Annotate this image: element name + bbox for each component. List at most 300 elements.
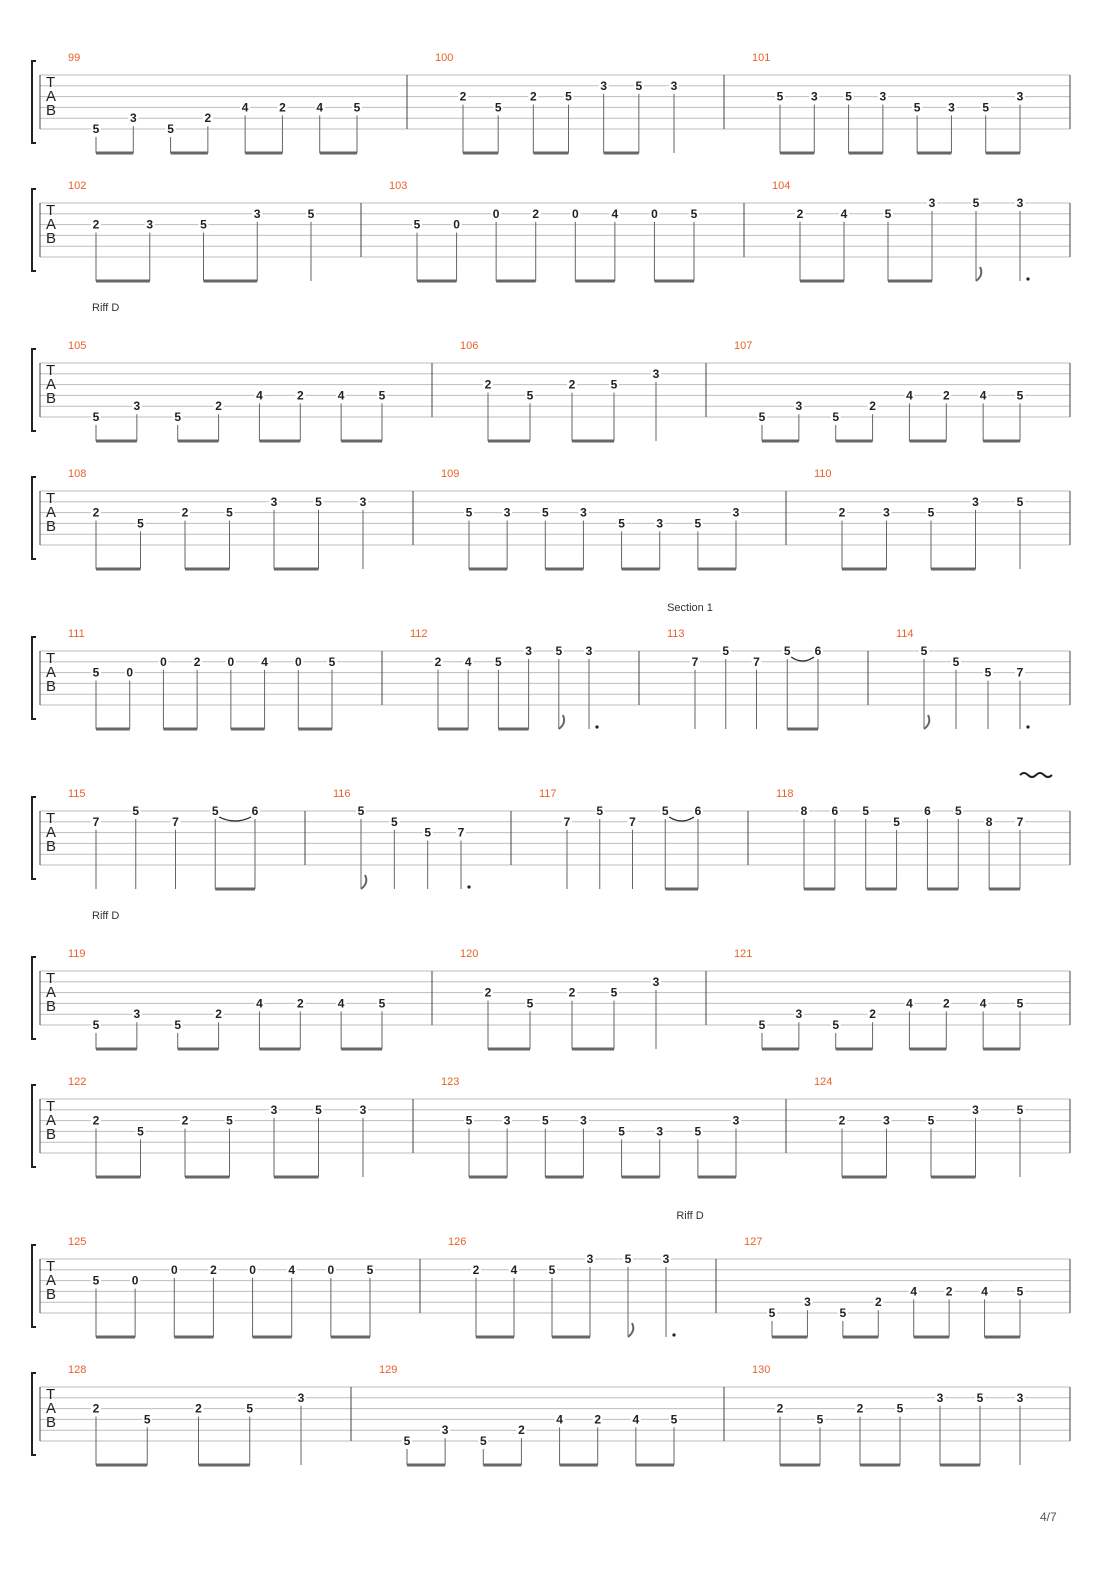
- tab-clef-letter: A: [46, 88, 57, 105]
- tab-clef-letter: A: [46, 216, 57, 233]
- fret-number: 5: [624, 1252, 632, 1266]
- measure-number: 106: [460, 340, 479, 352]
- fret-number: 2: [181, 505, 189, 520]
- fret-number: 5: [976, 1390, 984, 1405]
- fret-number: 2: [942, 388, 950, 403]
- system-bracket: [32, 1085, 36, 1167]
- fret-number: 2: [838, 1113, 846, 1128]
- fret-number: 0: [131, 1273, 139, 1288]
- tab-clef-letter: T: [46, 810, 56, 827]
- fret-number: 3: [732, 505, 740, 520]
- note-flag: [361, 875, 366, 889]
- fret-number: 3: [585, 644, 593, 658]
- fret-number: 2: [92, 1401, 100, 1416]
- dotted-note: [595, 725, 598, 728]
- fret-number: 2: [518, 1423, 525, 1438]
- tie: [669, 817, 694, 821]
- fret-number: 7: [457, 825, 465, 840]
- fret-number: 0: [492, 206, 500, 221]
- fret-number: 6: [694, 804, 702, 818]
- measure-number: 105: [68, 340, 87, 352]
- fret-number: 0: [160, 654, 167, 669]
- fret-number: 3: [732, 1113, 740, 1128]
- fret-number: 2: [484, 377, 492, 392]
- measure-number: 111: [68, 628, 85, 640]
- fret-number: 5: [565, 89, 572, 104]
- measure-number: 127: [744, 1236, 763, 1248]
- tab-clef-letter: B: [46, 998, 57, 1015]
- fret-number: 0: [571, 206, 579, 221]
- fret-number: 4: [979, 388, 987, 403]
- fret-number: 2: [296, 996, 304, 1011]
- dotted-note: [672, 1333, 675, 1336]
- fret-number: 4: [241, 100, 249, 115]
- fret-number: 4: [261, 654, 268, 669]
- system-bracket: [32, 957, 36, 1039]
- fret-number: 2: [195, 1401, 202, 1416]
- tab-clef-letter: B: [46, 1286, 57, 1303]
- fret-number: 5: [424, 825, 432, 840]
- fret-number: 5: [167, 122, 174, 136]
- fret-number: 5: [758, 410, 766, 424]
- fret-number: 5: [661, 804, 669, 818]
- fret-number: 5: [526, 388, 534, 403]
- measure-number: 99: [68, 52, 81, 64]
- fret-number: 3: [146, 217, 154, 232]
- fret-number: 5: [816, 1412, 824, 1427]
- measure-number: 118: [776, 788, 794, 800]
- fret-number: 5: [92, 410, 100, 424]
- fret-number: 5: [694, 1124, 702, 1139]
- fret-number: 4: [981, 1284, 988, 1299]
- note-flag: [628, 1323, 633, 1337]
- measure-number: 119: [68, 948, 86, 960]
- fret-number: 5: [315, 1102, 322, 1117]
- fret-number: 3: [253, 206, 261, 221]
- fret-number: 5: [307, 206, 315, 221]
- measure-number: 114: [896, 628, 914, 640]
- fret-number: 3: [972, 1102, 979, 1117]
- system-bracket: [32, 797, 36, 879]
- tab-clef-letter: T: [46, 1098, 56, 1115]
- fret-number: 3: [133, 399, 141, 414]
- fret-number: 5: [768, 1306, 776, 1320]
- fret-number: 2: [484, 985, 492, 1000]
- fret-number: 4: [906, 996, 913, 1011]
- fret-number: 3: [580, 1113, 587, 1128]
- fret-number: 5: [137, 516, 144, 531]
- tab-clef-letter: B: [46, 102, 57, 119]
- fret-number: 5: [952, 654, 960, 669]
- fret-number: 2: [874, 1295, 882, 1310]
- measure-number: 108: [68, 468, 87, 480]
- measure-number: 116: [333, 788, 351, 800]
- fret-number: 3: [270, 494, 278, 509]
- tab-clef-letter: A: [46, 824, 57, 841]
- measure-number: 115: [68, 788, 86, 800]
- tab-clef-letter: T: [46, 362, 56, 379]
- dotted-note: [1026, 277, 1029, 280]
- fret-number: 2: [204, 111, 212, 126]
- fret-number: 3: [652, 366, 660, 381]
- fret-number: 5: [143, 1412, 151, 1427]
- fret-number: 8: [985, 814, 993, 829]
- measure-number: 128: [68, 1364, 87, 1376]
- fret-number: 5: [832, 1018, 840, 1032]
- measure-number: 121: [734, 948, 753, 960]
- fret-number: 3: [936, 1390, 944, 1405]
- tie: [791, 657, 814, 661]
- fret-number: 7: [753, 654, 760, 669]
- fret-number: 5: [984, 665, 992, 680]
- fret-number: 2: [215, 1007, 222, 1022]
- fret-number: 3: [503, 505, 511, 520]
- fret-number: 5: [246, 1401, 254, 1416]
- fret-number: 5: [1016, 494, 1024, 509]
- fret-number: 4: [510, 1262, 518, 1277]
- fret-number: 3: [928, 196, 936, 210]
- tab-clef-letter: A: [46, 1400, 57, 1417]
- fret-number: 5: [353, 100, 361, 115]
- fret-number: 6: [831, 804, 839, 818]
- fret-number: 4: [464, 654, 472, 669]
- fret-number: 4: [337, 388, 345, 403]
- fret-number: 3: [656, 1124, 664, 1139]
- measure-number: 104: [772, 180, 791, 192]
- system-bracket: [32, 349, 36, 431]
- dotted-note: [467, 885, 470, 888]
- fret-number: 3: [883, 505, 890, 520]
- fret-number: 0: [327, 1262, 335, 1277]
- system-bracket: [32, 189, 36, 271]
- riff-label: Riff D: [92, 302, 120, 314]
- fret-number: 3: [662, 1252, 670, 1266]
- fret-number: 0: [249, 1262, 256, 1277]
- measure-number: 123: [441, 1076, 460, 1088]
- fret-number: 3: [652, 974, 660, 989]
- tie: [219, 817, 251, 821]
- fret-number: 5: [1016, 996, 1024, 1011]
- fret-number: 2: [568, 985, 576, 1000]
- tab-clef-letter: A: [46, 1112, 57, 1129]
- fret-number: 7: [691, 654, 699, 669]
- fret-number: 5: [526, 996, 534, 1011]
- fret-number: 7: [1016, 814, 1024, 829]
- fret-number: 3: [810, 89, 818, 104]
- fret-number: 4: [906, 388, 913, 403]
- fret-number: 5: [1016, 1284, 1024, 1299]
- tab-clef-letter: B: [46, 1414, 57, 1431]
- fret-number: 5: [832, 410, 840, 424]
- fret-number: 4: [632, 1412, 640, 1427]
- system-bracket: [32, 61, 36, 143]
- fret-number: 5: [174, 1018, 182, 1032]
- measure-number: 129: [379, 1364, 398, 1376]
- fret-number: 2: [945, 1284, 953, 1299]
- fret-number: 3: [883, 1113, 890, 1128]
- tab-clef-letter: A: [46, 984, 57, 1001]
- fret-number: 3: [297, 1390, 305, 1405]
- fret-number: 5: [494, 100, 502, 115]
- fret-number: 2: [869, 1007, 876, 1022]
- fret-number: 5: [465, 505, 473, 520]
- fret-number: 4: [979, 996, 987, 1011]
- tab-clef-letter: B: [46, 1126, 57, 1143]
- measure-number: 125: [68, 1236, 87, 1248]
- fret-number: 2: [193, 654, 201, 669]
- fret-number: 2: [594, 1412, 602, 1427]
- tab-clef-letter: A: [46, 1272, 57, 1289]
- measure-number: 100: [435, 52, 454, 64]
- fret-number: 5: [927, 1113, 935, 1128]
- fret-number: 3: [1016, 89, 1024, 104]
- fret-number: 5: [413, 217, 421, 232]
- fret-number: 3: [133, 1007, 141, 1022]
- fret-number: 5: [390, 814, 398, 829]
- measure-number: 109: [441, 468, 460, 480]
- fret-number: 0: [651, 206, 658, 221]
- tab-clef-letter: B: [46, 518, 57, 535]
- fret-number: 3: [795, 1007, 803, 1022]
- fret-number: 2: [796, 206, 804, 221]
- fret-number: 2: [215, 399, 222, 414]
- fret-number: 2: [869, 399, 876, 414]
- fret-number: 2: [942, 996, 950, 1011]
- fret-number: 2: [181, 1113, 189, 1128]
- fret-number: 0: [126, 665, 134, 680]
- fret-number: 3: [948, 100, 955, 115]
- fret-number: 5: [226, 1113, 233, 1128]
- fret-number: 4: [337, 996, 345, 1011]
- fret-number: 5: [722, 644, 730, 658]
- fret-number: 5: [845, 89, 852, 104]
- fret-number: 2: [92, 217, 100, 232]
- fret-number: 2: [92, 505, 100, 520]
- fret-number: 5: [366, 1262, 374, 1277]
- tab-clef-letter: B: [46, 678, 57, 695]
- fret-number: 5: [92, 665, 100, 680]
- fret-number: 2: [210, 1262, 217, 1277]
- fret-number: 5: [357, 804, 365, 818]
- fret-number: 3: [1016, 196, 1024, 210]
- fret-number: 5: [776, 89, 784, 104]
- fret-number: 5: [635, 78, 643, 93]
- measure-number: 130: [752, 1364, 771, 1376]
- fret-number: 4: [910, 1284, 918, 1299]
- fret-number: 5: [758, 1018, 766, 1032]
- tab-clef-letter: T: [46, 1258, 56, 1275]
- measure-number: 117: [539, 788, 557, 800]
- fret-number: 5: [226, 505, 233, 520]
- measure-number: 112: [410, 628, 428, 640]
- fret-number: 5: [378, 388, 386, 403]
- measure-number: 102: [68, 180, 87, 192]
- fret-number: 5: [1016, 388, 1024, 403]
- fret-number: 7: [563, 814, 571, 829]
- fret-number: 5: [495, 654, 502, 669]
- fret-number: 5: [610, 985, 618, 1000]
- fret-number: 5: [690, 206, 698, 221]
- tab-clef-letter: T: [46, 1386, 56, 1403]
- fret-number: 5: [884, 206, 892, 221]
- fret-number: 2: [472, 1262, 480, 1277]
- fret-number: 2: [856, 1401, 864, 1416]
- fret-number: 4: [316, 100, 324, 115]
- fret-number: 2: [529, 89, 537, 104]
- measure-number: 124: [814, 1076, 833, 1088]
- measure-number: 101: [752, 52, 771, 64]
- fret-number: 6: [251, 804, 259, 818]
- fret-number: 5: [92, 122, 100, 136]
- fret-number: 4: [256, 388, 263, 403]
- fret-number: 2: [838, 505, 846, 520]
- fret-number: 0: [294, 654, 302, 669]
- fret-number: 5: [211, 804, 219, 818]
- fret-number: 5: [465, 1113, 473, 1128]
- fret-number: 3: [586, 1252, 594, 1266]
- tab-clef-letter: T: [46, 490, 56, 507]
- fret-number: 3: [670, 78, 678, 93]
- page-number: 4/7: [1040, 1510, 1057, 1524]
- fret-number: 3: [656, 516, 664, 531]
- tab-clef-letter: A: [46, 504, 57, 521]
- tab-clef-letter: B: [46, 838, 57, 855]
- measure-number: 113: [667, 628, 685, 640]
- fret-number: 3: [879, 89, 887, 104]
- tab-clef-letter: B: [46, 230, 57, 247]
- fret-number: 5: [896, 1401, 904, 1416]
- fret-number: 2: [568, 377, 576, 392]
- fret-number: 0: [453, 217, 460, 232]
- fret-number: 0: [170, 1262, 178, 1277]
- fret-number: 3: [441, 1423, 449, 1438]
- system-bracket: [32, 1373, 36, 1455]
- fret-number: 8: [800, 804, 808, 818]
- fret-number: 7: [172, 814, 179, 829]
- fret-number: 2: [532, 206, 540, 221]
- fret-number: 5: [618, 1124, 625, 1139]
- fret-number: 2: [279, 100, 286, 115]
- fret-number: 3: [972, 494, 979, 509]
- fret-number: 3: [359, 494, 367, 509]
- fret-number: 4: [840, 206, 848, 221]
- section-label: Riff D: [676, 1210, 704, 1222]
- fret-number: 5: [862, 804, 870, 818]
- fret-number: 6: [924, 804, 931, 818]
- fret-number: 5: [893, 814, 900, 829]
- measure-number: 103: [389, 180, 408, 192]
- vibrato-mark: [1020, 773, 1052, 777]
- fret-number: 5: [670, 1412, 678, 1427]
- fret-number: 5: [1016, 1102, 1024, 1117]
- fret-number: 6: [814, 644, 822, 658]
- fret-number: 5: [972, 196, 980, 210]
- measure-number: 110: [814, 468, 832, 480]
- tab-clef-letter: A: [46, 664, 57, 681]
- measure-number: 107: [734, 340, 753, 352]
- fret-number: 2: [92, 1113, 100, 1128]
- fret-number: 5: [954, 804, 962, 818]
- fret-number: 3: [580, 505, 587, 520]
- system-bracket: [32, 477, 36, 559]
- fret-number: 5: [694, 516, 702, 531]
- fret-number: 5: [839, 1306, 847, 1320]
- dotted-note: [1026, 725, 1029, 728]
- fret-number: 7: [629, 814, 636, 829]
- fret-number: 4: [288, 1262, 296, 1277]
- fret-number: 3: [129, 111, 137, 126]
- fret-number: 4: [556, 1412, 563, 1427]
- fret-number: 5: [913, 100, 921, 115]
- measure-number: 126: [448, 1236, 467, 1248]
- fret-number: 5: [200, 217, 207, 232]
- fret-number: 5: [555, 644, 563, 658]
- fret-number: 5: [541, 1113, 549, 1128]
- fret-number: 5: [92, 1018, 100, 1032]
- note-flag: [924, 715, 929, 729]
- fret-number: 5: [920, 644, 928, 658]
- fret-number: 3: [1016, 1390, 1024, 1405]
- note-flag: [976, 267, 981, 281]
- fret-number: 5: [618, 516, 625, 531]
- tab-clef-letter: T: [46, 650, 56, 667]
- fret-number: 5: [541, 505, 549, 520]
- fret-number: 3: [359, 1102, 367, 1117]
- section-label: Section 1: [667, 602, 713, 614]
- fret-number: 5: [548, 1262, 556, 1277]
- tab-clef-letter: T: [46, 202, 56, 219]
- measure-number: 122: [68, 1076, 87, 1088]
- fret-number: 5: [596, 804, 604, 818]
- fret-number: 4: [256, 996, 263, 1011]
- fret-number: 5: [328, 654, 336, 669]
- fret-number: 2: [296, 388, 304, 403]
- fret-number: 5: [927, 505, 935, 520]
- note-flag: [559, 715, 564, 729]
- tab-clef-letter: T: [46, 74, 56, 91]
- fret-number: 5: [610, 377, 618, 392]
- fret-number: 3: [270, 1102, 278, 1117]
- fret-number: 5: [92, 1273, 100, 1288]
- tab-clef-letter: B: [46, 390, 57, 407]
- tab-clef-letter: A: [46, 376, 57, 393]
- system-bracket: [32, 1245, 36, 1327]
- fret-number: 5: [479, 1434, 487, 1448]
- system-bracket: [32, 637, 36, 719]
- fret-number: 4: [611, 206, 619, 221]
- fret-number: 3: [503, 1113, 511, 1128]
- fret-number: 5: [378, 996, 386, 1011]
- fret-number: 3: [600, 78, 608, 93]
- fret-number: 5: [315, 494, 322, 509]
- fret-number: 5: [137, 1124, 144, 1139]
- fret-number: 2: [776, 1401, 784, 1416]
- fret-number: 5: [403, 1434, 411, 1448]
- fret-number: 7: [92, 814, 100, 829]
- fret-number: 2: [434, 654, 442, 669]
- riff-label: Riff D: [92, 910, 120, 922]
- fret-number: 3: [525, 644, 532, 658]
- fret-number: 5: [132, 804, 140, 818]
- tab-clef-letter: T: [46, 970, 56, 987]
- fret-number: 0: [227, 654, 235, 669]
- fret-number: 5: [982, 100, 990, 115]
- fret-number: 5: [174, 410, 182, 424]
- measure-number: 120: [460, 948, 479, 960]
- fret-number: 5: [783, 644, 791, 658]
- fret-number: 3: [804, 1295, 811, 1310]
- fret-number: 2: [459, 89, 467, 104]
